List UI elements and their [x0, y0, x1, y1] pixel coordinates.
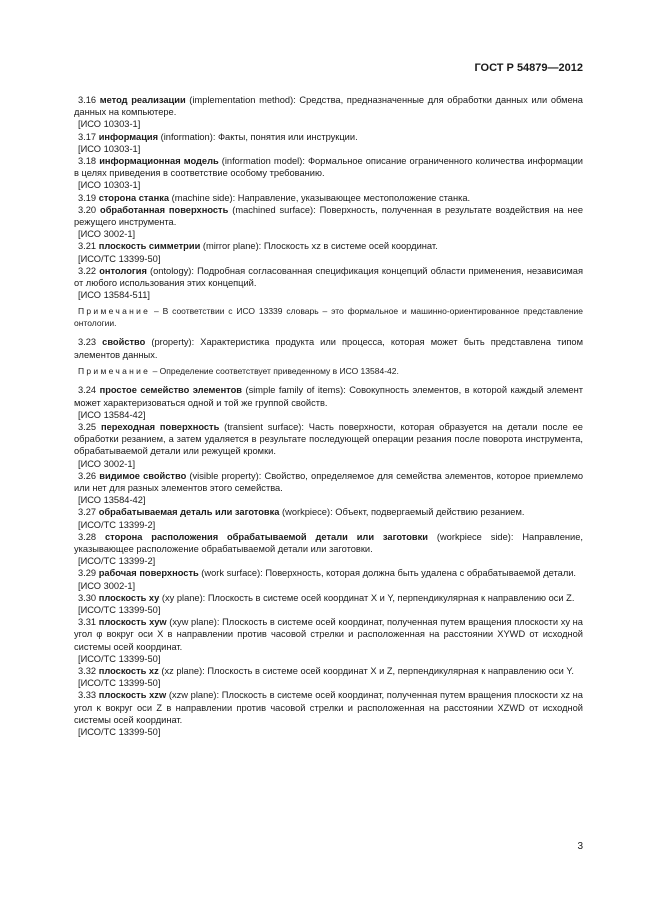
entry-source: [ИСО 13584-42] — [78, 409, 146, 420]
entry-term: рабочая поверхность — [98, 568, 199, 579]
entry-source: [ИСО/ТС 13399-2] — [78, 556, 156, 567]
entry-term: переходная поверхность — [100, 421, 220, 432]
entry-definition: (work surface): Поверхность, которая должна быть удалена с обрабатываемой детали. — [198, 568, 577, 579]
entry-term: информационная модель — [99, 156, 219, 167]
definition-entry — [74, 689, 583, 726]
definition-entry — [74, 204, 583, 228]
entry-number: 3.24 — [78, 385, 97, 396]
entry-definition: (simple family of items): Совокупность элементов, в которой каждый элемент может характеризоваться одной и той же группой свойств. — [74, 385, 583, 408]
definition-entry — [74, 616, 583, 653]
entry-source: [ИСО 10303-1] — [78, 143, 141, 154]
entry-number: 3.31 — [78, 617, 97, 628]
entry-source: [ИСО/ТС 13399-50] — [78, 653, 161, 664]
entry-definition: (implementation method): Средства, предназначенные для обработки данных или обмена данных на компьютере. — [74, 95, 583, 118]
entry-term: видимое свойство — [99, 470, 187, 481]
entry-number: 3.19 — [78, 192, 97, 203]
note-text: – В соответствии с ИСО 13339 словарь – это формальное и машинно-ориентированное представление онтологии. — [74, 306, 583, 328]
entry-number: 3.32 — [78, 666, 97, 677]
definition-entry — [74, 665, 583, 677]
entry-number: 3.25 — [78, 421, 97, 432]
entry-definition: (machined surface): Поверхность, полученная в результате воздействия на нее режущего инструмента. — [74, 204, 583, 228]
definition-entry — [74, 131, 583, 143]
entry-source: [ИСО 10303-1] — [78, 119, 141, 130]
definition-entry — [74, 506, 583, 518]
entry-term: информация — [98, 131, 159, 142]
entry-definition: (xyw plane): Плоскость в системе осей координат, полученная путем вращения плоскости xy на угол φ вокруг оси X в направлении против часовой стрелки и расположенная на расстоянии XYWD от исходной системы осей координат. — [74, 617, 583, 652]
definitions-list — [74, 94, 583, 738]
note-label: Примечание — [78, 306, 151, 317]
entry-number: 3.16 — [78, 95, 97, 105]
entry-definition: (visible property): Свойство, определяемое для семейства элементов, которое приемлемо или нет для разных элементов этого семейства. — [74, 470, 584, 493]
entry-source: [ИСО 3002-1] — [78, 458, 136, 469]
entry-definition: (machine side): Направление, указывающее местоположение станка. — [169, 192, 471, 203]
entry-source: [ИСО 13584-42] — [78, 495, 146, 506]
entry-term: онтология — [99, 265, 147, 276]
document-header: ГОСТ Р 54879—2012 — [474, 62, 583, 74]
entry-number: 3.28 — [78, 531, 97, 542]
definition-entry — [74, 155, 583, 179]
entry-number: 3.21 — [78, 241, 97, 252]
entry-number: 3.29 — [78, 568, 97, 579]
entry-term: плоскость xy — [98, 592, 160, 603]
entry-term: обработанная поверхность — [100, 204, 229, 215]
entry-definition: (workpiece): Объект, подвергаемый действию резанием. — [279, 507, 525, 518]
entry-term: простое семейство элементов — [99, 385, 243, 396]
definition-entry — [74, 592, 583, 604]
entry-number: 3.20 — [78, 204, 97, 215]
entry-definition: (mirror plane): Плоскость xz в системе осей координат. — [200, 241, 438, 252]
definition-entry — [74, 94, 583, 118]
entry-source: [ИСО/ТС 13399-50] — [78, 678, 161, 689]
entry-number: 3.22 — [78, 265, 97, 276]
definition-entry — [74, 567, 583, 579]
definition-entry — [74, 336, 583, 360]
note-text: – Определение соответствует приведенному в ИСО 13584-42. — [150, 365, 399, 376]
entry-source: [ИСО/ТС 13399-50] — [78, 727, 161, 738]
entry-source: [ИСО/ТС 13399-50] — [78, 253, 161, 264]
entry-term: плоскость симметрии — [98, 241, 201, 252]
entry-number: 3.33 — [78, 690, 97, 701]
entry-term: плоскость xyw — [98, 617, 167, 628]
entry-number: 3.26 — [78, 470, 97, 481]
entry-term: сторона станка — [98, 192, 170, 203]
entry-definition: (information model): Формальное описание ограниченного количества информации в целях приведения в соответствие особому требованию. — [74, 156, 583, 179]
entry-term: сторона расположения обрабатываемой детали или заготовки — [105, 531, 428, 542]
entry-definition: (workpiece side): Направление, указывающее расположение обрабатываемой детали или заготовки. — [74, 531, 583, 554]
entry-definition: (information): Факты, понятия или инструкции. — [158, 131, 358, 142]
entry-number: 3.27 — [78, 507, 97, 518]
entry-definition: (ontology): Подробная согласованная спецификация концепций области применения, независимая от любого использования этих концепций. — [74, 265, 583, 289]
note-label: Примечание — [78, 365, 151, 376]
entry-definition: (xzw plane): Плоскость в системе осей координат, полученная путем вращения плоскости xz на угол κ вокруг оси Z в направлении против часовой стрелки и расположенная на расстоянии XZWD от исходной системы осей координат. — [74, 690, 583, 725]
entry-definition: (xz plane): Плоскость в системе осей координат X и Z, перпендикулярная к направлению оси Y. — [158, 666, 574, 677]
definition-entry — [74, 265, 583, 289]
entry-source: [ИСО 3002-1] — [78, 580, 136, 591]
entry-term: метод реализации — [99, 95, 186, 105]
entry-term: плоскость xzw — [98, 690, 167, 701]
definition-entry — [74, 421, 583, 458]
entry-number: 3.18 — [78, 156, 97, 167]
definition-entry — [74, 531, 583, 555]
entry-source: [ИСО 10303-1] — [78, 180, 141, 191]
note — [74, 306, 583, 329]
entry-term: свойство — [102, 337, 146, 348]
entry-definition: (transient surface): Часть поверхности, которая образуется на детали после ее обработки резанием, а затем удаляется в результате последующей операции резания после поворота инструмента, обрабатываемой детали или режущей кромки. — [74, 421, 583, 457]
entry-definition: (xy plane): Плоскость в системе осей координат X и Y, перпендикулярная к направлению оси Z. — [159, 592, 575, 603]
entry-source: [ИСО 3002-1] — [78, 229, 136, 240]
definition-entry — [74, 384, 583, 408]
entry-source: [ИСО/ТС 13399-2] — [78, 519, 156, 530]
entry-number: 3.23 — [78, 337, 97, 348]
entry-number: 3.30 — [78, 592, 97, 603]
definition-entry — [74, 192, 583, 204]
page-number: 3 — [577, 841, 583, 852]
entry-term: обрабатываемая деталь или заготовка — [98, 507, 280, 518]
entry-definition: (property): Характеристика продукта или процесса, которая может быть представлена типом элементов данных. — [74, 337, 583, 360]
entry-term: плоскость xz — [98, 666, 159, 677]
entry-source: [ИСО/ТС 13399-50] — [78, 605, 161, 616]
entry-number: 3.17 — [78, 131, 97, 142]
note — [74, 366, 583, 378]
definition-entry — [74, 240, 583, 252]
entry-source: [ИСО 13584-511] — [78, 290, 150, 301]
definition-entry — [74, 470, 583, 494]
